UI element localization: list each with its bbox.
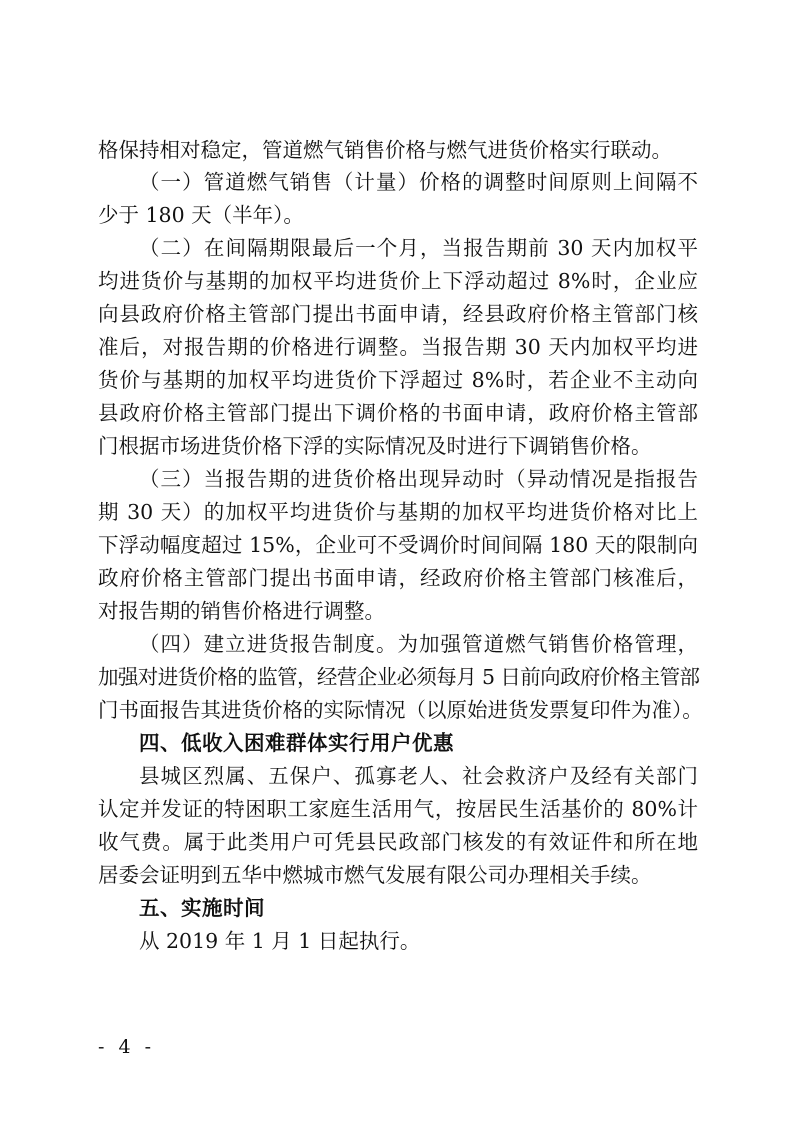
text-line: 收气费。属于此类用户可凭县民政部门核发的有效证件和所在地 — [98, 830, 698, 854]
text-line: 期 30 天）的加权平均进货价与基期的加权平均进货价格对比上 — [98, 500, 698, 524]
text-line: 从 2019 年 1 月 1 日起执行。 — [139, 929, 421, 953]
section-heading: 五、实施时间 — [139, 896, 265, 920]
text-line: （四）建立进货报告制度。为加强管道燃气销售价格管理， — [139, 632, 698, 656]
text-line: 门根据市场进货价格下浮的实际情况及时进行下调销售价格。 — [98, 434, 652, 458]
text-line: 对报告期的销售价格进行调整。 — [98, 599, 385, 623]
page-number: - 4 - — [98, 1036, 156, 1058]
text-line: 加强对进货价格的监管，经营企业必须每月 5 日前向政府价格主管部 — [98, 665, 700, 689]
text-line: （一）管道燃气销售（计量）价格的调整时间原则上间隔不 — [139, 170, 698, 194]
text-line: 少于 180 天（半年）。 — [98, 203, 304, 227]
text-line: 县城区烈属、五保户、孤寡老人、社会救济户及经有关部门 — [139, 764, 698, 788]
text-line: 均进货价与基期的加权平均进货价上下浮动超过 8%时，企业应 — [98, 269, 698, 293]
text-line: 认定并发证的特困职工家庭生活用气，按居民生活基价的 80%计 — [98, 797, 698, 821]
text-line: （三）当报告期的进货价格出现异动时（异动情况是指报告 — [139, 467, 698, 491]
text-line: 准后，对报告期的价格进行调整。当报告期 30 天内加权平均进 — [98, 335, 698, 359]
text-line: 政府价格主管部门提出书面申请，经政府价格主管部门核准后， — [98, 566, 698, 590]
section-heading: 四、低收入困难群体实行用户优惠 — [139, 731, 454, 755]
text-line: （二）在间隔期限最后一个月，当报告期前 30 天内加权平 — [139, 236, 698, 260]
text-line: 门书面报告其进货价格的实际情况（以原始进货发票复印件为准）。 — [98, 698, 703, 722]
text-line: 下浮动幅度超过 15%，企业可不受调价时间间隔 180 天的限制向 — [98, 533, 698, 557]
text-line: 居委会证明到五华中燃城市燃气发展有限公司办理相关手续。 — [98, 863, 652, 887]
text-line: 向县政府价格主管部门提出书面申请，经县政府价格主管部门核 — [98, 302, 698, 326]
text-line: 县政府价格主管部门提出下调价格的书面申请，政府价格主管部 — [98, 401, 698, 425]
text-line: 格保持相对稳定，管道燃气销售价格与燃气进货价格实行联动。 — [98, 138, 672, 162]
text-line: 货价与基期的加权平均进货价下浮超过 8%时，若企业不主动向 — [98, 368, 698, 392]
